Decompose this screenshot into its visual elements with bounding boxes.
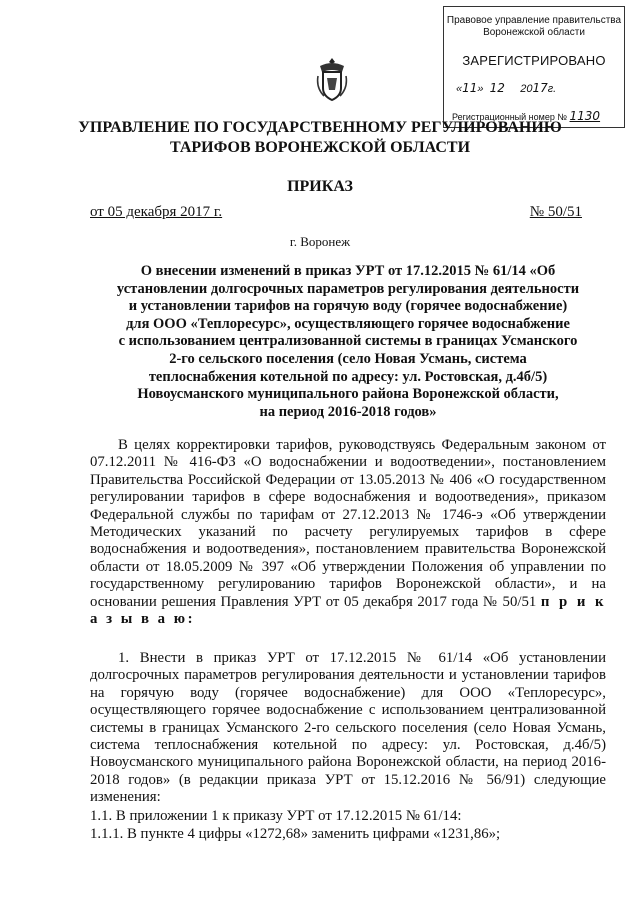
preamble-paragraph bbox=[90, 437, 606, 628]
stamp-day: 11 bbox=[462, 81, 478, 95]
stamp-registered: ЗАРЕГИСТРИРОВАНО bbox=[462, 53, 606, 68]
registration-stamp bbox=[443, 6, 625, 128]
city: г. Воронеж bbox=[289, 234, 351, 249]
title-line: и установлении тарифов на горячую воду (горячее водоснабжение) bbox=[128, 298, 568, 315]
title-line: Новоусманского муниципального района Воронежской области, bbox=[137, 386, 559, 403]
stamp-authority bbox=[444, 15, 624, 39]
item-1-paragraph: 1. Внести в приказ УРТ от 17.12.2015 № 61/14 «Об установлении долгосрочных параметров регулирования деятельности и установлении тарифов на горячую воду (горячее водоснабжение) для ООО «Теплоресурс», осуществляющего горячее водоснабжение с использованием централизованной системы в границах Усманского 2-го сельского поселения (село Новая Усмань, система теплоснабжения котельной по адресу: ул. Ростовская, д.4б/5) Новоусманского муниципального района Воронежской области, на период 2016-2018 годов» (в редакции приказа УРТ от 15.12.2016 № 56/91) следующие изменения: bbox=[90, 650, 606, 806]
org-line-2: ТАРИФОВ ВОРОНЕЖСКОЙ ОБЛАСТИ bbox=[169, 139, 471, 156]
title-line: О внесении изменений в приказ УРТ от 17.12.2015 № 61/14 «Об bbox=[140, 263, 556, 279]
stamp-line-1: Правовое управление правительства bbox=[446, 15, 622, 26]
item-1-1: 1.1. В приложении 1 к приказу УРТ от 17.12.2015 № 61/14: bbox=[90, 808, 462, 824]
title-line: 2-го сельского поселения (село Новая Усмань, система bbox=[169, 350, 527, 367]
org-line-1: УПРАВЛЕНИЕ ПО ГОСУДАРСТВЕННОМУ РЕГУЛИРОВАНИЮ bbox=[78, 119, 562, 136]
order-date: от 05 декабря 2017 г. bbox=[90, 204, 223, 220]
item-1-1-1: 1.1.1. В пункте 4 цифры «1272,68» заменить цифрами «1231,86»; bbox=[90, 826, 501, 842]
preamble-text: В целях корректировки тарифов, руководствуясь Федеральным законом от 07.12.2011 № 416-ФЗ «О водоснабжении и водоотведении», постановлением Правительства Российской Федерации от 13.05.2013 № 406 «О государственном регулировании тарифов в сфере водоснабжения и водоотведения», приказом Федеральной службы по тарифам от 27.12.2013 № 1746-э «Об утверждении Методических указаний по расчету регулируемых тарифов в сфере водоснабжения и водоотведения», постановлением правительства Воронежской области от 18.05.2009 № 397 «Об утверждении Положения об управлении по государственному регулированию тарифов Воронежской области», и на основании решения Правления УРТ от 05 декабря 2017 года № 50/51 bbox=[90, 437, 606, 610]
organization-name bbox=[0, 118, 640, 158]
title-line: для ООО «Теплоресурс», осуществляющего горячее водоснабжение bbox=[126, 315, 570, 332]
title-line: на период 2016-2018 годов» bbox=[259, 403, 437, 420]
title-line: теплоснабжения котельной по адресу: ул. Ростовская, д.4б/5) bbox=[148, 368, 548, 385]
document-type: ПРИКАЗ bbox=[287, 178, 353, 195]
title-line: установлении долгосрочных параметров регулирования деятельности bbox=[116, 280, 580, 297]
stamp-year-prefix: 20 bbox=[520, 83, 533, 95]
stamp-month: 12 bbox=[489, 81, 505, 95]
stamp-date: «11» 12 2017г. bbox=[456, 81, 557, 95]
order-number: № 50/51 bbox=[529, 204, 582, 220]
title-line: с использованием централизованной системы в границах Усманского bbox=[118, 333, 578, 350]
stamp-line-2: Воронежской области bbox=[483, 27, 585, 38]
order-title bbox=[108, 263, 588, 421]
stamp-reg-value: 1130 bbox=[569, 109, 601, 123]
coat-of-arms-icon bbox=[316, 56, 348, 104]
stamp-year-suffix: 17 bbox=[532, 81, 548, 95]
stamp-reg-label: Регистрационный номер № bbox=[452, 112, 568, 122]
order-directive: п р и к а з ы в а ю: bbox=[90, 593, 606, 628]
